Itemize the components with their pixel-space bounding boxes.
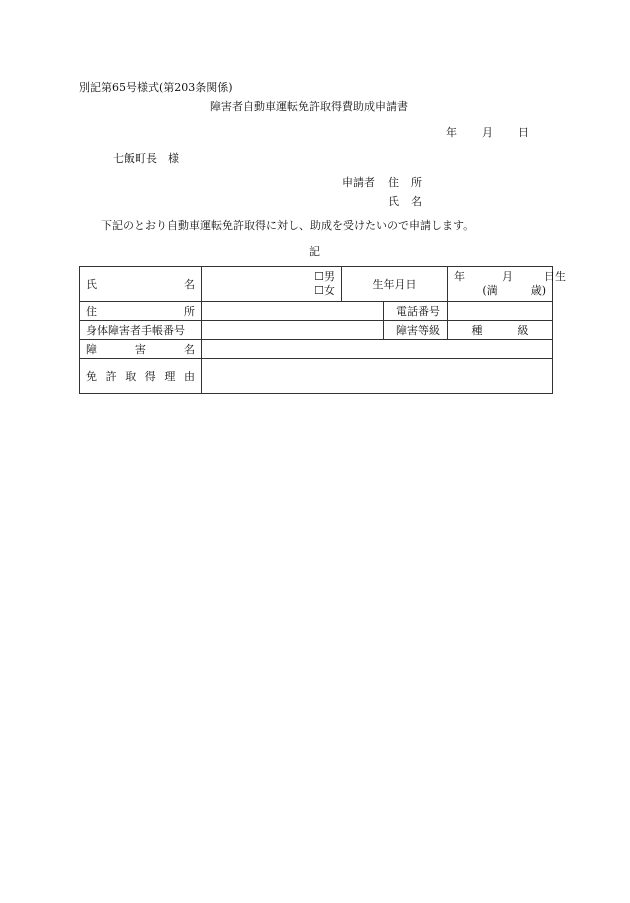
handbook-label: 身体障害者手帳番号: [86, 323, 185, 337]
reason-value-cell[interactable]: [202, 359, 553, 394]
reason-label-5: 理: [164, 369, 176, 383]
address-label-1: 住: [86, 304, 97, 318]
grade-value-cell[interactable]: [448, 321, 553, 340]
address-label-cell: [80, 302, 202, 321]
applicant-label: 申請者: [342, 176, 375, 189]
document-title: 障害者自動車運転免許取得費助成申請書: [210, 100, 408, 113]
applicant-name-label-1: 氏: [388, 195, 399, 208]
dob-month: 月: [502, 270, 513, 283]
addressee: 七飯町長 様: [113, 152, 179, 165]
address-value-cell[interactable]: [202, 302, 384, 321]
reason-label-2: 許: [105, 369, 117, 383]
applicant-address-label-2: 所: [411, 176, 422, 189]
body-text: 下記のとおり自動車運転免許取得に対し、助成を受けたいので申請します。: [101, 219, 475, 232]
disability-value-cell[interactable]: [202, 340, 553, 359]
dob-value-cell[interactable]: [448, 267, 566, 302]
name-label-cell: [80, 267, 202, 302]
dob-day-birth: 日生: [544, 270, 566, 283]
dob-year: 年: [454, 270, 465, 283]
applicant-name-label-2: 名: [411, 195, 422, 208]
form-number: 別記第65号様式(第203条関係): [79, 81, 233, 94]
date-year: 年: [446, 126, 457, 139]
disability-label-cell: [80, 340, 202, 359]
age-close: 歳): [530, 284, 546, 297]
phone-value-cell[interactable]: [448, 302, 553, 321]
handbook-label-cell: [80, 321, 202, 340]
row-address: [80, 302, 553, 321]
row-disability: [80, 340, 553, 359]
disability-label-1: 障: [86, 342, 97, 356]
date-month: 月: [482, 126, 493, 139]
address-label-2: 所: [184, 304, 195, 318]
dob-label-cell: [342, 267, 448, 302]
date-day: 日: [518, 126, 529, 139]
reason-label-cell: [80, 359, 202, 394]
name-label-2: 名: [184, 277, 195, 291]
ki-heading: 記: [309, 245, 320, 258]
reason-label-4: 得: [144, 369, 156, 383]
dob-label: 生年月日: [372, 277, 417, 291]
grade-kind: 種: [471, 323, 483, 337]
reason-label-6: 由: [183, 369, 195, 383]
row-handbook: [80, 321, 553, 340]
reason-label-1: 免: [86, 369, 97, 383]
sex-male-checkbox[interactable]: ☐男: [314, 270, 335, 283]
handbook-value-cell[interactable]: [202, 321, 384, 340]
row-name: [80, 267, 553, 302]
age-open: (満: [482, 284, 498, 297]
application-table: [79, 266, 566, 394]
disability-label-3: 名: [184, 342, 195, 356]
disability-label-2: 害: [135, 342, 146, 356]
reason-label-3: 取: [125, 369, 137, 383]
phone-label: 電話番号: [396, 305, 440, 318]
grade-label: 障害等級: [396, 324, 440, 337]
grade-level: 級: [517, 323, 529, 337]
sex-female-checkbox[interactable]: ☐女: [314, 284, 335, 297]
name-label-1: 氏: [86, 277, 97, 291]
row-reason: [80, 359, 553, 394]
name-value-cell[interactable]: [202, 267, 342, 302]
applicant-address-label-1: 住: [388, 176, 399, 189]
